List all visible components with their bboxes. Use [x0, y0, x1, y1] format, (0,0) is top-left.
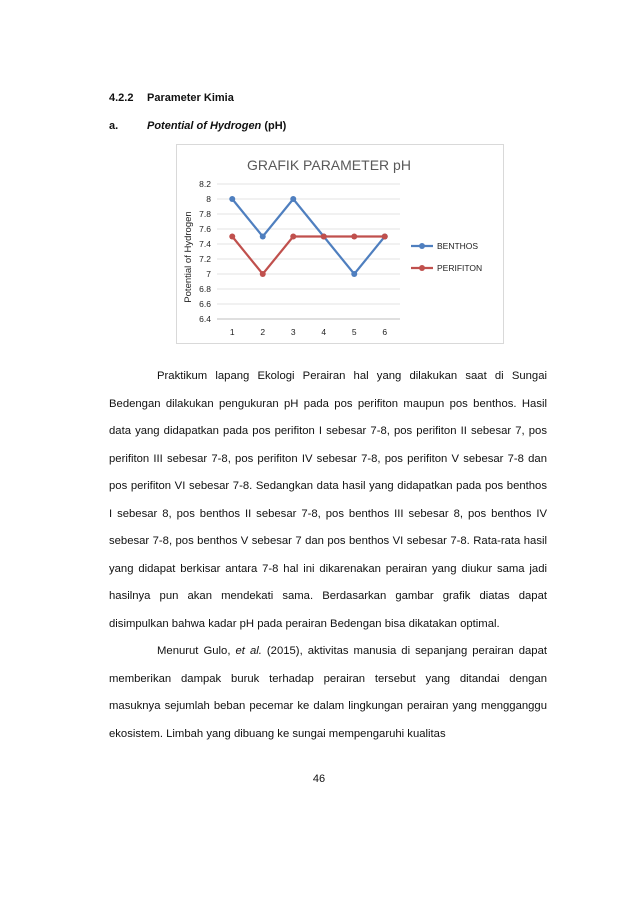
data-point-perifiton — [290, 234, 296, 240]
data-point-benthos — [260, 234, 266, 240]
legend-label-benthos: BENTHOS — [437, 241, 479, 251]
y-tick-label: 7 — [206, 269, 211, 279]
subsection-title-suffix: (pH) — [261, 120, 287, 132]
legend-marker-perifiton — [419, 265, 425, 271]
data-point-perifiton — [260, 271, 266, 277]
series-lines — [229, 196, 388, 277]
y-tick-label: 8 — [206, 194, 211, 204]
subsection-letter: a. — [109, 120, 119, 132]
y-tick-label: 7.2 — [199, 254, 211, 264]
paragraph-2-after: (2015), aktivitas manusia di sepanjang perairan dapat memberikan dampak buruk terhadap perairan tersebut yang ditandai dengan masuknya sejumlah beban pecemar ke dalam lingkungan perairan yang mengganggu ekosistem. Limbah yang dibuang ke sungai mempengaruhi kualitas — [109, 645, 548, 740]
data-point-benthos — [290, 196, 296, 202]
ph-chart — [176, 144, 504, 344]
paragraph-1 — [109, 363, 547, 638]
section-heading — [109, 92, 234, 104]
data-point-perifiton — [229, 234, 235, 240]
y-tick-label: 7.8 — [199, 209, 211, 219]
data-point-benthos — [351, 271, 357, 277]
x-tick-label: 1 — [229, 327, 235, 337]
paragraph-2 — [109, 638, 547, 748]
data-point-perifiton — [321, 234, 327, 240]
paragraph-2-italic: et al. — [235, 645, 262, 657]
x-tick-label: 4 — [321, 327, 327, 337]
axis-ticks — [199, 179, 387, 337]
x-tick-label: 2 — [260, 327, 266, 337]
data-point-perifiton — [351, 234, 357, 240]
y-axis-label: Potential of Hydrogen — [183, 211, 194, 303]
chart-svg — [177, 145, 503, 343]
y-tick-label: 6.4 — [199, 314, 211, 324]
section-title: Parameter Kimia — [147, 92, 234, 104]
x-tick-label: 3 — [290, 327, 296, 337]
legend-marker-benthos — [419, 243, 425, 249]
y-tick-label: 8.2 — [199, 179, 211, 189]
subsection-heading — [109, 120, 286, 132]
legend-label-perifiton: PERIFITON — [437, 263, 483, 273]
series-line-perifiton — [232, 237, 385, 275]
legend — [411, 241, 482, 273]
y-tick-label: 7.4 — [199, 239, 211, 249]
x-tick-label: 6 — [382, 327, 388, 337]
data-point-benthos — [229, 196, 235, 202]
y-tick-label: 6.8 — [199, 284, 211, 294]
page-number: 46 — [312, 773, 326, 785]
paragraph-2-before: Menurut Gulo, — [157, 645, 236, 657]
x-tick-label: 5 — [351, 327, 357, 337]
data-point-perifiton — [382, 234, 388, 240]
chart-title: GRAFIK PARAMETER pH — [247, 157, 411, 173]
y-tick-label: 7.6 — [199, 224, 211, 234]
y-tick-label: 6.6 — [199, 299, 211, 309]
section-number: 4.2.2 — [109, 92, 134, 104]
subsection-title-italic: Potential of Hydrogen — [147, 120, 262, 132]
paragraph-1-text: Praktikum lapang Ekologi Perairan hal yang dilakukan saat di Sungai Bedengan dilakukan pengukuran pH pada pos perifiton maupun pos benthos. Hasil data yang didapatkan pada pos perifiton I sebesar 7-8, pos perifiton II sebesar 7, pos perifiton III sebesar 7-8, pos perifiton IV sebesar 7-8, pos perifiton V sebesar 7-8 dan pos perifiton VI sebesar 7-8. Sedangkan data hasil yang didapatkan pada pos benthos I sebesar 8, pos benthos II sebesar 7-8, pos benthos III sebesar 8, pos benthos IV sebesar 7-8, pos benthos V sebesar 7 dan pos benthos VI sebesar 7-8. Rata-rata hasil yang didapat berkisar antara 7-8 hal ini dikarenakan perairan yang diukur sama jadi hasilnya pun akan mendekati sama. Berdasarkan gambar grafik diatas dapat disimpulkan bahwa kadar pH pada perairan Bedengan bisa dikatakan optimal. — [109, 370, 547, 630]
